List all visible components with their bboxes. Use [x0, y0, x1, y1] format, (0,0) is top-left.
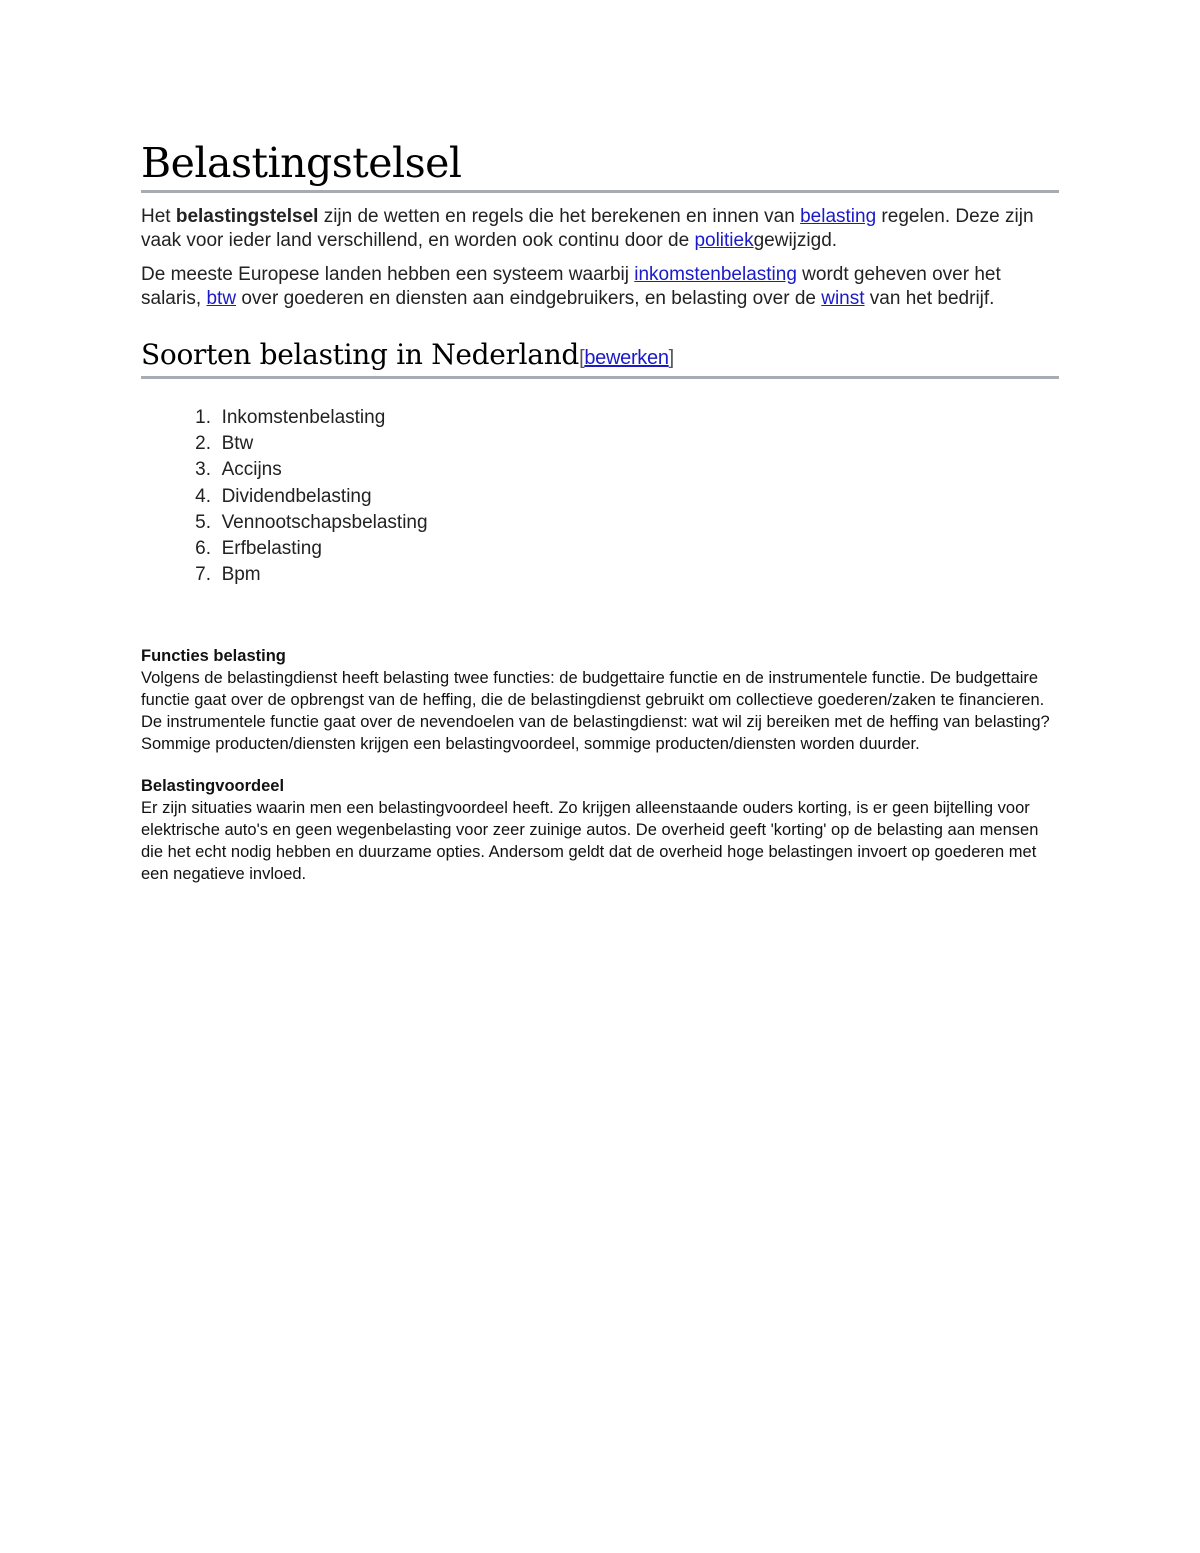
list-item-number: 4. [195, 485, 211, 507]
functies-section [141, 646, 1059, 755]
intro-1-bold-term: belastingstelsel [175, 206, 319, 227]
list-item-number: 2. [195, 433, 211, 455]
edit-bracket-close: ] [668, 347, 674, 369]
list-item [141, 431, 1059, 457]
functies-body: Volgens de belastingdienst heeft belasting twee functies: de budgettaire functie en de instrumentele functie. De budgettaire functie gaat over de opbrengst van de heffing, die de belastingdienst gebruikt om collectieve goederen/zaken te financieren. De instrumentele functie gaat over de nevendoelen van de belastingdienst: wat wil zij bereiken met de heffing van belasting? Sommige producten/diensten krijgen een belastingvoordeel, sommige producten/diensten worden duurder. [141, 669, 1050, 753]
list-item-label: Accijns [221, 459, 282, 481]
intro-paragraph-2 [141, 263, 1059, 311]
list-item-number: 1. [195, 407, 211, 428]
edit-link[interactable]: bewerken [584, 347, 669, 369]
list-item-number: 3. [195, 459, 211, 481]
list-item [141, 405, 1059, 431]
page-title: Belastingstelsel [141, 138, 1059, 193]
voordeel-heading: Belastingvoordeel [141, 777, 285, 796]
voordeel-section [141, 776, 1059, 885]
functies-heading: Functies belasting [141, 647, 286, 666]
link-inkomstenbelasting[interactable]: inkomstenbelasting [634, 264, 797, 285]
intro-paragraph-1 [141, 205, 1059, 253]
document-page [141, 138, 1059, 885]
list-item [141, 457, 1059, 483]
intro-2-text-d: van het bedrijf. [864, 288, 995, 309]
intro-2-text-b: wordt geheven over het salaris, [141, 264, 1001, 309]
edit-section [579, 347, 674, 369]
intro-1-text-d: gewijzigd. [753, 230, 838, 251]
list-item [141, 562, 1059, 588]
intro-2-text-a: De meeste Europese landen hebben een systeem waarbij [141, 264, 635, 285]
tax-types-list [141, 405, 1059, 588]
list-item-label: Vennootschapsbelasting [221, 511, 428, 533]
section-heading-text: Soorten belasting in Nederland [141, 338, 580, 371]
link-politiek[interactable]: politiek [694, 230, 754, 251]
list-item-label: Btw [221, 433, 254, 455]
link-belasting[interactable]: belasting [800, 206, 877, 227]
list-item [141, 484, 1059, 510]
list-item-number: 7. [195, 564, 211, 586]
section-heading [141, 337, 1059, 379]
list-item-number: 5. [195, 511, 211, 533]
edit-bracket-open: [ [579, 347, 585, 369]
list-item-label: Bpm [221, 564, 261, 586]
list-item-label: Dividendbelasting [221, 485, 372, 507]
list-item-label: Inkomstenbelasting [221, 407, 386, 428]
intro-1-text-a: Het [141, 206, 176, 227]
intro-1-text-b: zijn de wetten en regels die het berekenen en innen van [318, 206, 801, 227]
link-winst[interactable]: winst [821, 288, 865, 309]
link-btw[interactable]: btw [206, 288, 237, 309]
voordeel-body: Er zijn situaties waarin men een belastingvoordeel heeft. Zo krijgen alleenstaande ouders korting, is er geen bijtelling voor elektrische auto's en geen wegenbelasting voor zeer zuinige autos. De overheid geeft 'korting' op de belasting aan mensen die het echt nodig hebben en duurzame opties. Andersom geldt dat de overheid hoge belastingen invoert op goederen met een negatieve invloed. [141, 799, 1039, 883]
list-item [141, 510, 1059, 536]
list-item-label: Erfbelasting [221, 538, 322, 560]
list-item-number: 6. [195, 538, 211, 560]
intro-2-text-c: over goederen en diensten aan eindgebruikers, en belasting over de [236, 288, 822, 309]
list-item [141, 536, 1059, 562]
intro-1-text-c: regelen. Deze zijn vaak voor ieder land verschillend, en worden ook continu door de [141, 206, 1034, 251]
